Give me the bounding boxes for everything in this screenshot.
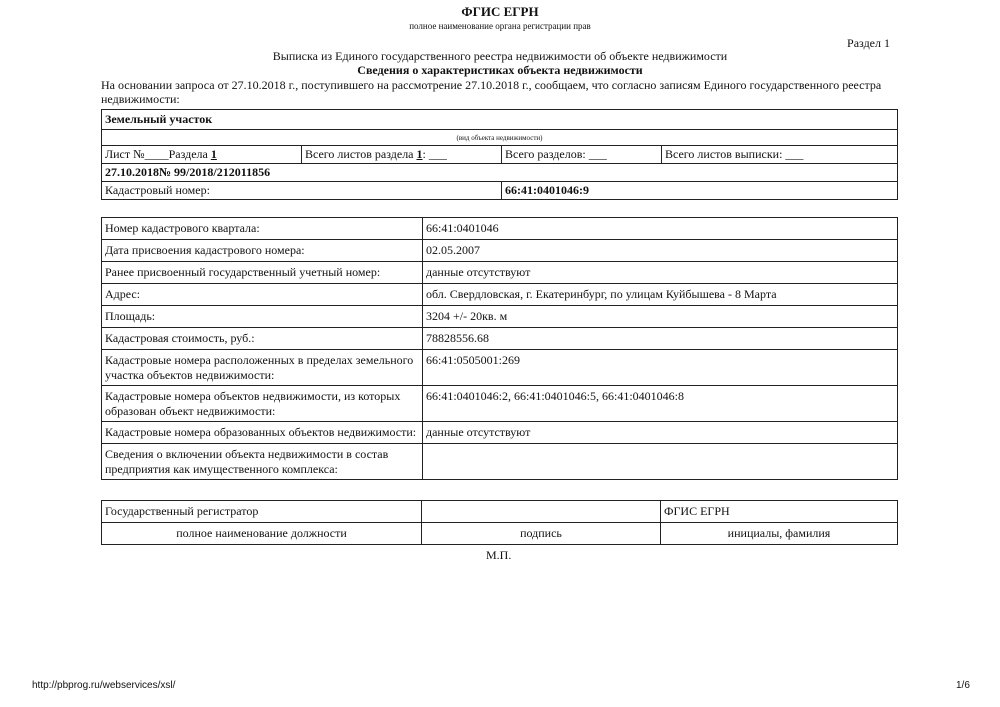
info-label: Кадастровые номера объектов недвижимости, из которых образован объект недвижимости:	[102, 386, 423, 422]
page-number: 1/6	[956, 680, 970, 691]
info-row	[102, 306, 898, 328]
info-label: Сведения о включении объекта недвижимости в состав предприятия как имущественного комплекса:	[102, 444, 423, 480]
info-value: 66:41:0401046	[423, 218, 898, 240]
total-sheets: Всего листов выписки: ___	[662, 146, 898, 164]
info-value: 66:41:0505001:269	[423, 350, 898, 386]
info-value: 78828556.68	[423, 328, 898, 350]
info-value: 02.05.2007	[423, 240, 898, 262]
info-row	[102, 218, 898, 240]
info-label: Дата присвоения кадастрового номера:	[102, 240, 423, 262]
document-title: Выписка из Единого государственного реестра недвижимости об объекте недвижимости	[272, 49, 728, 63]
info-row	[102, 444, 898, 480]
info-row	[102, 350, 898, 386]
info-value: 3204 +/- 20кв. м	[423, 306, 898, 328]
info-label: Ранее присвоенный государственный учетный номер:	[102, 262, 423, 284]
info-table	[101, 217, 898, 480]
total-sections: Всего разделов: ___	[502, 146, 662, 164]
object-type-caption: (вид объекта недвижимости)	[102, 130, 898, 146]
registrar-position: Государственный регистратор	[102, 501, 422, 523]
cadastral-label: Кадастровый номер:	[102, 182, 502, 200]
org-subtitle: полное наименование органа регистрации прав	[409, 21, 591, 31]
cadastral-value: 66:41:0401046:9	[502, 182, 898, 200]
total-section-value: 1	[416, 147, 423, 161]
info-row	[102, 284, 898, 306]
info-row	[102, 240, 898, 262]
object-header-table	[101, 109, 898, 200]
info-row	[102, 328, 898, 350]
sheet-number-cell	[102, 146, 302, 164]
total-section-cell	[302, 146, 502, 164]
stamp-label: М.П.	[486, 548, 512, 562]
info-label: Кадастровые номера образованных объектов недвижимости:	[102, 422, 423, 444]
info-label: Номер кадастрового квартала:	[102, 218, 423, 240]
position-caption: полное наименование должности	[102, 523, 422, 545]
name-caption: инициалы, фамилия	[661, 523, 898, 545]
org-title: ФГИС ЕГРН	[461, 4, 539, 19]
info-label: Кадастровая стоимость, руб.:	[102, 328, 423, 350]
sheet-info-row	[102, 146, 898, 164]
info-value: обл. Свердловская, г. Екатеринбург, по улицам Куйбышева - 8 Марта	[423, 284, 898, 306]
signature-row	[102, 501, 898, 523]
total-section-prefix: Всего листов раздела	[305, 147, 417, 161]
info-row	[102, 422, 898, 444]
object-type: Земельный участок	[102, 110, 898, 130]
info-label: Адрес:	[102, 284, 423, 306]
info-value: данные отсутствуют	[423, 422, 898, 444]
date-number: 27.10.2018№ 99/2018/212011856	[102, 164, 898, 182]
info-row	[102, 262, 898, 284]
info-label: Площадь:	[102, 306, 423, 328]
document-subtitle: Сведения о характеристиках объекта недвижимости	[357, 63, 643, 77]
signature-field	[422, 501, 661, 523]
info-value	[423, 444, 898, 480]
signature-caption: подпись	[422, 523, 661, 545]
info-value: 66:41:0401046:2, 66:41:0401046:5, 66:41:0401046:8	[423, 386, 898, 422]
footer-url: http://pbprog.ru/webservices/xsl/	[32, 680, 176, 691]
info-value: данные отсутствуют	[423, 262, 898, 284]
signature-caption-row	[102, 523, 898, 545]
sheet-section: 1	[210, 147, 217, 161]
total-section-suffix: : ___	[422, 147, 447, 161]
registrar-name: ФГИС ЕГРН	[661, 501, 898, 523]
section-label: Раздел 1	[847, 36, 890, 50]
info-label: Кадастровые номера расположенных в пределах земельного участка объектов недвижимости:	[102, 350, 423, 386]
intro-text: На основании запроса от 27.10.2018 г., поступившего на рассмотрение 27.10.2018 г., сообщаем, что согласно записям Единого государственного реестра недвижимости:	[101, 78, 882, 106]
info-row	[102, 386, 898, 422]
signature-table	[101, 500, 898, 545]
sheet-prefix: Лист №____Раздела	[105, 147, 211, 161]
